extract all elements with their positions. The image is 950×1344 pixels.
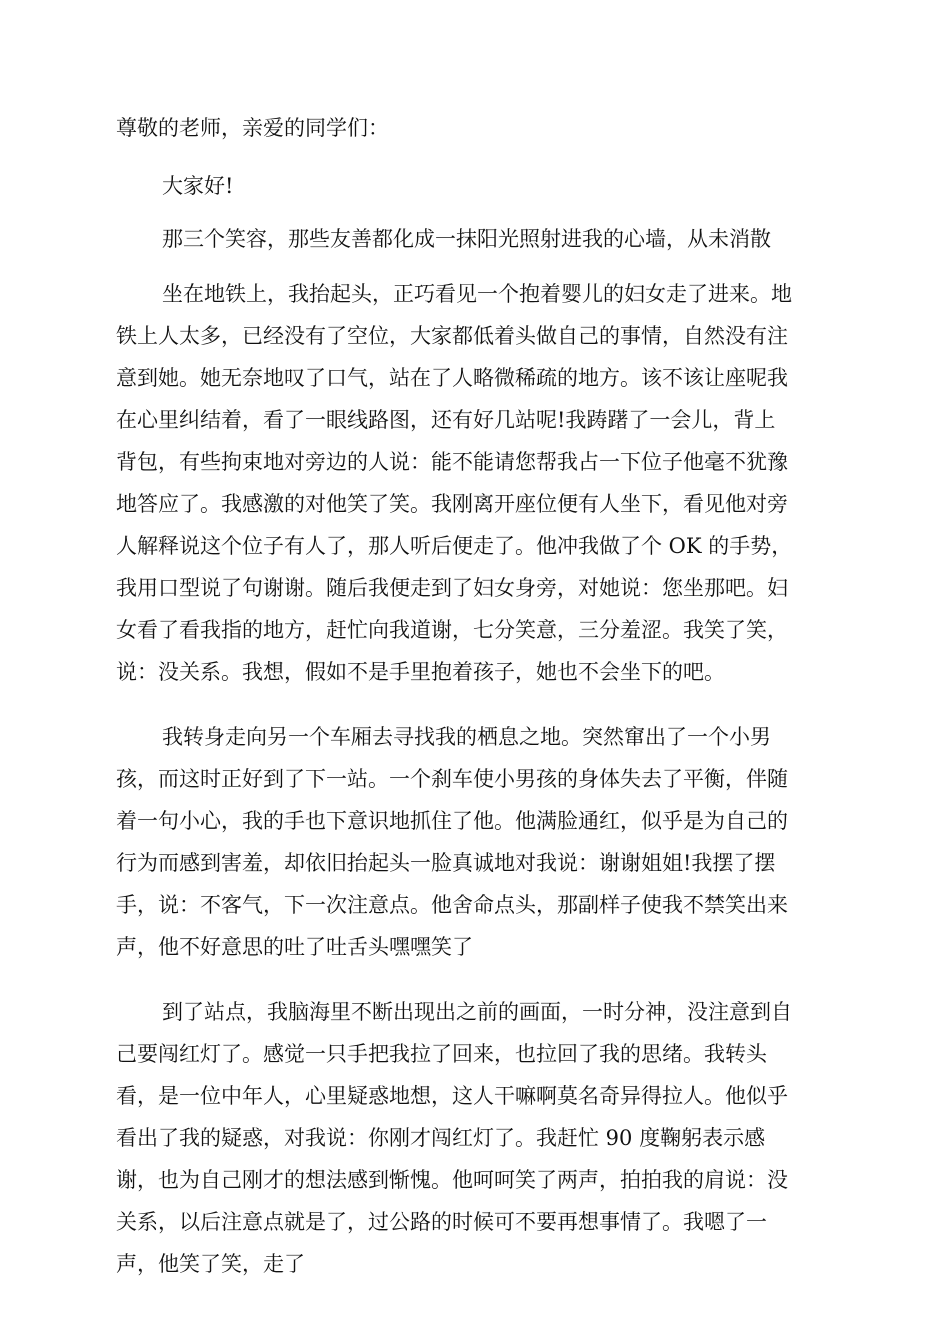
paragraph-3-line: 关系，以后注意点就是了，过公路的时候可不要再想事情了。我嗯了一 <box>116 1210 767 1234</box>
paragraph-3-line: 看出了我的疑惑，对我说：你刚才闯红灯了。我赶忙 90 度鞠躬表示感 <box>116 1126 766 1150</box>
paragraph-1-line: 说：没关系。我想，假如不是手里抱着孩子，她也不会坐下的吧。 <box>116 660 725 684</box>
paragraph-2-line: 孩，而这时正好到了下一站。一个刹车使小男孩的身体失去了平衡，伴随 <box>116 767 788 791</box>
title-line: 那三个笑容，那些友善都化成一抹阳光照射进我的心墙，从未消散 <box>162 227 771 251</box>
paragraph-1-line: 人解释说这个位子有人了，那人听后便走了。他冲我做了个 OK 的手势， <box>116 534 793 558</box>
paragraph-1-line: 地答应了。我感激的对他笑了笑。我刚离开座位便有人坐下，看见他对旁 <box>116 492 788 516</box>
paragraph-1-line: 我用口型说了句谢谢。随后我便走到了妇女身旁，对她说：您坐那吧。妇 <box>116 576 788 600</box>
paragraph-1-line: 女看了看我指的地方，赶忙向我道谢，七分笑意，三分羞涩。我笑了笑， <box>116 618 788 642</box>
paragraph-3-line: 己要闯红灯了。感觉一只手把我拉了回来，也拉回了我的思绪。我转头 <box>116 1042 767 1066</box>
paragraph-2-line: 着一句小心，我的手也下意识地抓住了他。他满脸通红，似乎是为自己的 <box>116 809 788 833</box>
paragraph-3-line: 到了站点，我脑海里不断出现出之前的画面，一时分神，没注意到自 <box>162 1000 792 1024</box>
greeting: 大家好! <box>162 174 234 198</box>
paragraph-1-line: 意到她。她无奈地叹了口气，站在了人略微稀疏的地方。该不该让座呢我 <box>116 366 788 390</box>
paragraph-1-line: 背包，有些拘束地对旁边的人说：能不能请您帮我占一下位子他毫不犹豫 <box>116 450 788 474</box>
paragraph-3-line: 看，是一位中年人，心里疑惑地想，这人干嘛啊莫名奇异得拉人。他似乎 <box>116 1084 788 1108</box>
paragraph-2-line: 声，他不好意思的吐了吐舌头嘿嘿笑了 <box>116 935 473 959</box>
paragraph-3-line: 声，他笑了笑，走了 <box>116 1252 305 1276</box>
paragraph-1-line: 坐在地铁上，我抬起头，正巧看见一个抱着婴儿的妇女走了进来。地 <box>162 282 792 306</box>
salutation: 尊敬的老师，亲爱的同学们： <box>116 116 389 140</box>
paragraph-3-line: 谢，也为自己刚才的想法感到惭愧。他呵呵笑了两声，拍拍我的肩说：没 <box>116 1168 788 1192</box>
paragraph-2-line: 行为而感到害羞，却依旧抬起头一脸真诚地对我说：谢谢姐姐!我摆了摆 <box>116 851 776 875</box>
paragraph-1-line: 铁上人太多，已经没有了空位，大家都低着头做自己的事情，自然没有注 <box>116 324 788 348</box>
paragraph-2-line: 我转身走向另一个车厢去寻找我的栖息之地。突然窜出了一个小男 <box>162 725 771 749</box>
paragraph-1-line: 在心里纠结着，看了一眼线路图，还有好几站呢!我踌躇了一会儿，背上 <box>116 408 776 432</box>
paragraph-2-line: 手，说：不客气，下一次注意点。他舍命点头，那副样子使我不禁笑出来 <box>116 893 788 917</box>
